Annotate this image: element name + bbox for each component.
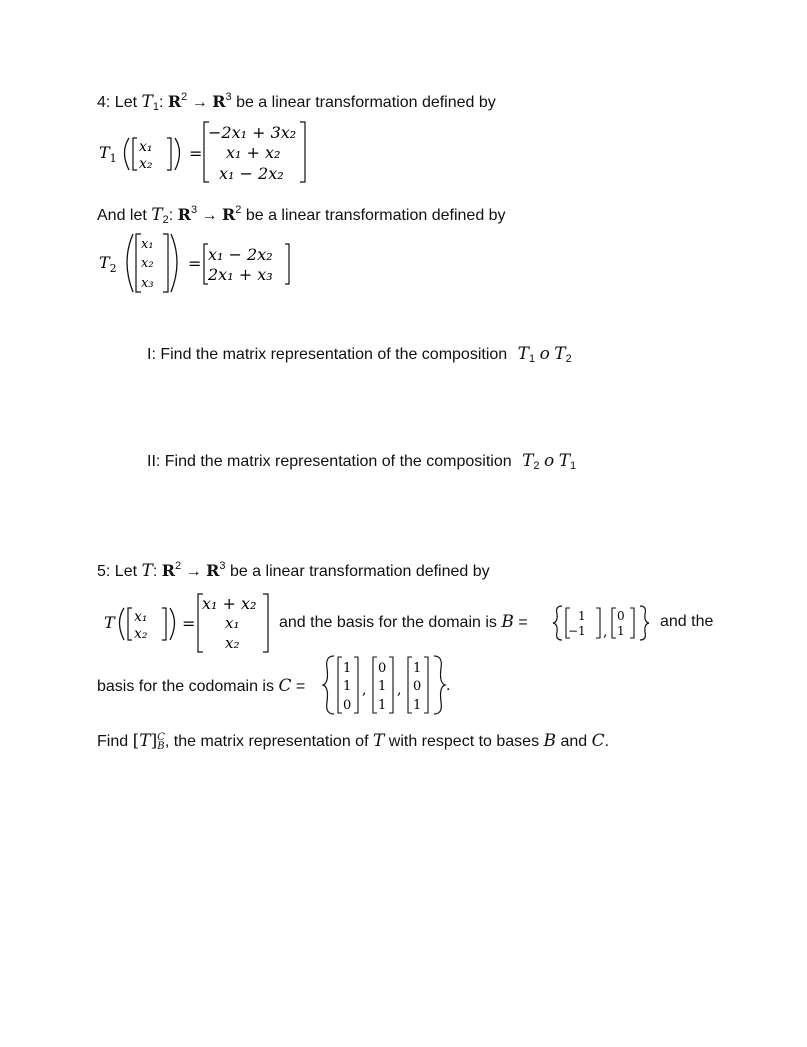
svg-text:T2: $T_2$ [99, 253, 117, 275]
c-vector-entry: 1 [343, 661, 352, 676]
c-vector-entry: 1 [378, 679, 387, 694]
c-vector-entry: 1 [413, 661, 422, 676]
t2-output-row: 2x₁ + x₃ [208, 265, 273, 284]
codomain-basis-text: basis for the codomain is C = [97, 676, 306, 696]
t1-symbol: $T_1$ [99, 143, 117, 165]
c-vector-entry: 1 [343, 679, 352, 694]
t1-input-row: x₁ [139, 139, 153, 155]
question-i: I: Find the matrix representation of the composition $T_1$ o $T_2$ [147, 344, 572, 365]
svg-text:,: , [362, 682, 367, 698]
svg-text:.: . [446, 678, 451, 694]
question-ii: II: Find the matrix representation of the composition $T_2$ o $T_1$ [147, 451, 577, 472]
t-definition-equation [100, 588, 275, 656]
svg-text:=: = [188, 254, 202, 273]
t-input-row: x₂ [134, 626, 148, 642]
c-vector-entry: 0 [413, 679, 422, 694]
c-vector-entry: 0 [343, 698, 352, 713]
t-input-row: x₁ [134, 609, 148, 625]
t2-input-row: x₁ [141, 237, 154, 252]
superscript-c: C [157, 731, 165, 743]
t2-output-row: x₁ − 2x₂ [208, 245, 273, 264]
problem-4-statement: 4: Let $T_1$: $R^2 \to R^3$ be a linear transformation defined by [97, 91, 496, 113]
t-output-row: x₁ [225, 614, 240, 632]
c-vector-entry: 1 [378, 698, 387, 713]
c-vector-entry: 1 [413, 698, 422, 713]
b-vector-entry: 1 [617, 624, 625, 638]
t2-input-row: x₂ [141, 256, 154, 271]
t1-input-row: x₂ [139, 156, 153, 172]
t-output-row: x₁ + x₂ [202, 594, 257, 613]
svg-text:=: = [189, 144, 203, 163]
domain-basis-text: and the basis for the domain is B = [279, 612, 528, 632]
svg-text:,: , [397, 682, 402, 698]
svg-text:T: T [104, 613, 115, 632]
subscript-b: B [157, 740, 165, 752]
t1-output-row: x₁ + x₂ [226, 143, 281, 162]
b-vector-entry: −1 [568, 624, 586, 638]
t2-statement: And let $T_2$: $R^3 \to R^2$ be a linear transformation defined by [97, 204, 506, 226]
b-vector-entry: 0 [617, 609, 625, 623]
b-vector-entry: 1 [578, 609, 586, 623]
codomain-basis-set [322, 652, 462, 718]
t1-definition-equation [95, 118, 325, 186]
t-output-row: x₂ [225, 634, 240, 652]
domain-basis-set [552, 600, 660, 646]
svg-text:=: = [182, 614, 196, 633]
t2-definition-equation [95, 228, 315, 296]
t2-input-row: x₃ [141, 276, 154, 291]
find-matrix-instruction: Find [T]C B, the matrix representation of T with respect to bases B and C. [97, 731, 610, 752]
svg-text:,: , [603, 624, 608, 640]
problem-5-statement: 5: Let T: $R^2 \to R^3$ be a linear transformation defined by [97, 560, 490, 581]
and-the-text: and the [660, 613, 714, 630]
t1-output-row: −2x₁ + 3x₂ [208, 123, 297, 142]
t1-output-row: x₁ − 2x₂ [219, 164, 284, 183]
c-vector-entry: 0 [378, 661, 387, 676]
